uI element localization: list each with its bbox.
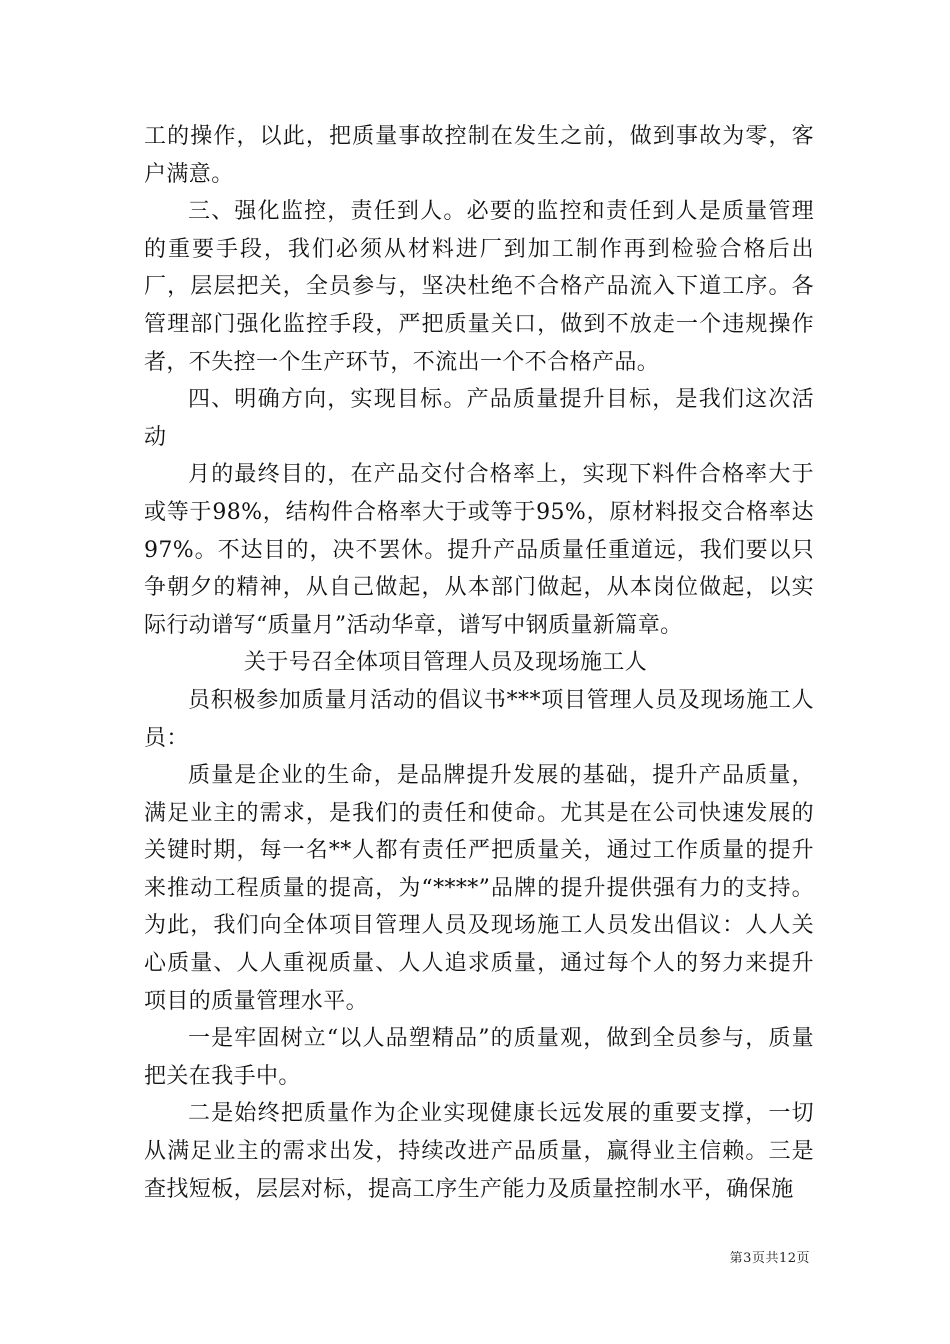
paragraph-point-one: 一是牢固树立“以人品塑精品”的质量观，做到全员参与，质量把关在我手中。 [144,1026,814,1089]
paragraph-section-three: 三、强化监控，责任到人。必要的监控和责任到人是质量管理的重要手段，我们必须从材料进厂到加工制作再到检验合格后出厂，层层把关，全员参与，坚决杜绝不合格产品流入下道工序。各管理部门强化监控手段，严把质量关口，做到不放走一个违规操作者，不失控一个生产环节，不流出一个不合格产品。 [144,199,814,375]
document-body [144,118,814,1208]
paragraph-continuation: 工的操作，以此，把质量事故控制在发生之前，做到事故为零，客户满意。 [144,124,814,187]
paragraph-section-four-target: 月的最终目的，在产品交付合格率上，实现下料件合格率大于或等于98%，结构件合格率大于或等于95%，原材料报交合格率达97%。不达目的，决不罢休。提升产品质量任重道远，我们要以只争朝夕的精神，从自己做起，从本部门做起，从本岗位做起，以实际行动谱写“质量月”活动华章，谱写中钢质量新篇章。 [144,462,814,638]
paragraph-quality-intro: 质量是企业的生命，是品牌提升发展的基础，提升产品质量，满足业主的需求，是我们的责任和使命。尤其是在公司快速发展的关键时期，每一名**人都有责任严把质量关，通过工作质量的提升来推动工程质量的提高，为“****”品牌的提升提供强有力的支持。为此，我们向全体项目管理人员及现场施工人员发出倡议：人人关心质量、人人重视质量、人人追求质量，通过每个人的努力来提升项目的质量管理水平。 [144,763,814,1014]
page-number-footer: 第3页共12页 [729,1251,810,1266]
paragraph-section-four: 四、明确方向，实现目标。产品质量提升目标，是我们这次活动 [144,387,814,450]
proposal-salutation: 员积极参加质量月活动的倡议书***项目管理人员及现场施工人员： [144,687,814,751]
proposal-title: 关于号召全体项目管理人员及现场施工人 [244,650,648,676]
paragraph-point-two: 二是始终把质量作为企业实现健康长远发展的重要支撑，一切从满足业主的需求出发，持续改进产品质量，赢得业主信赖。三是查找短板，层层对标，提高工序生产能力及质量控制水平，确保施 [144,1101,814,1202]
